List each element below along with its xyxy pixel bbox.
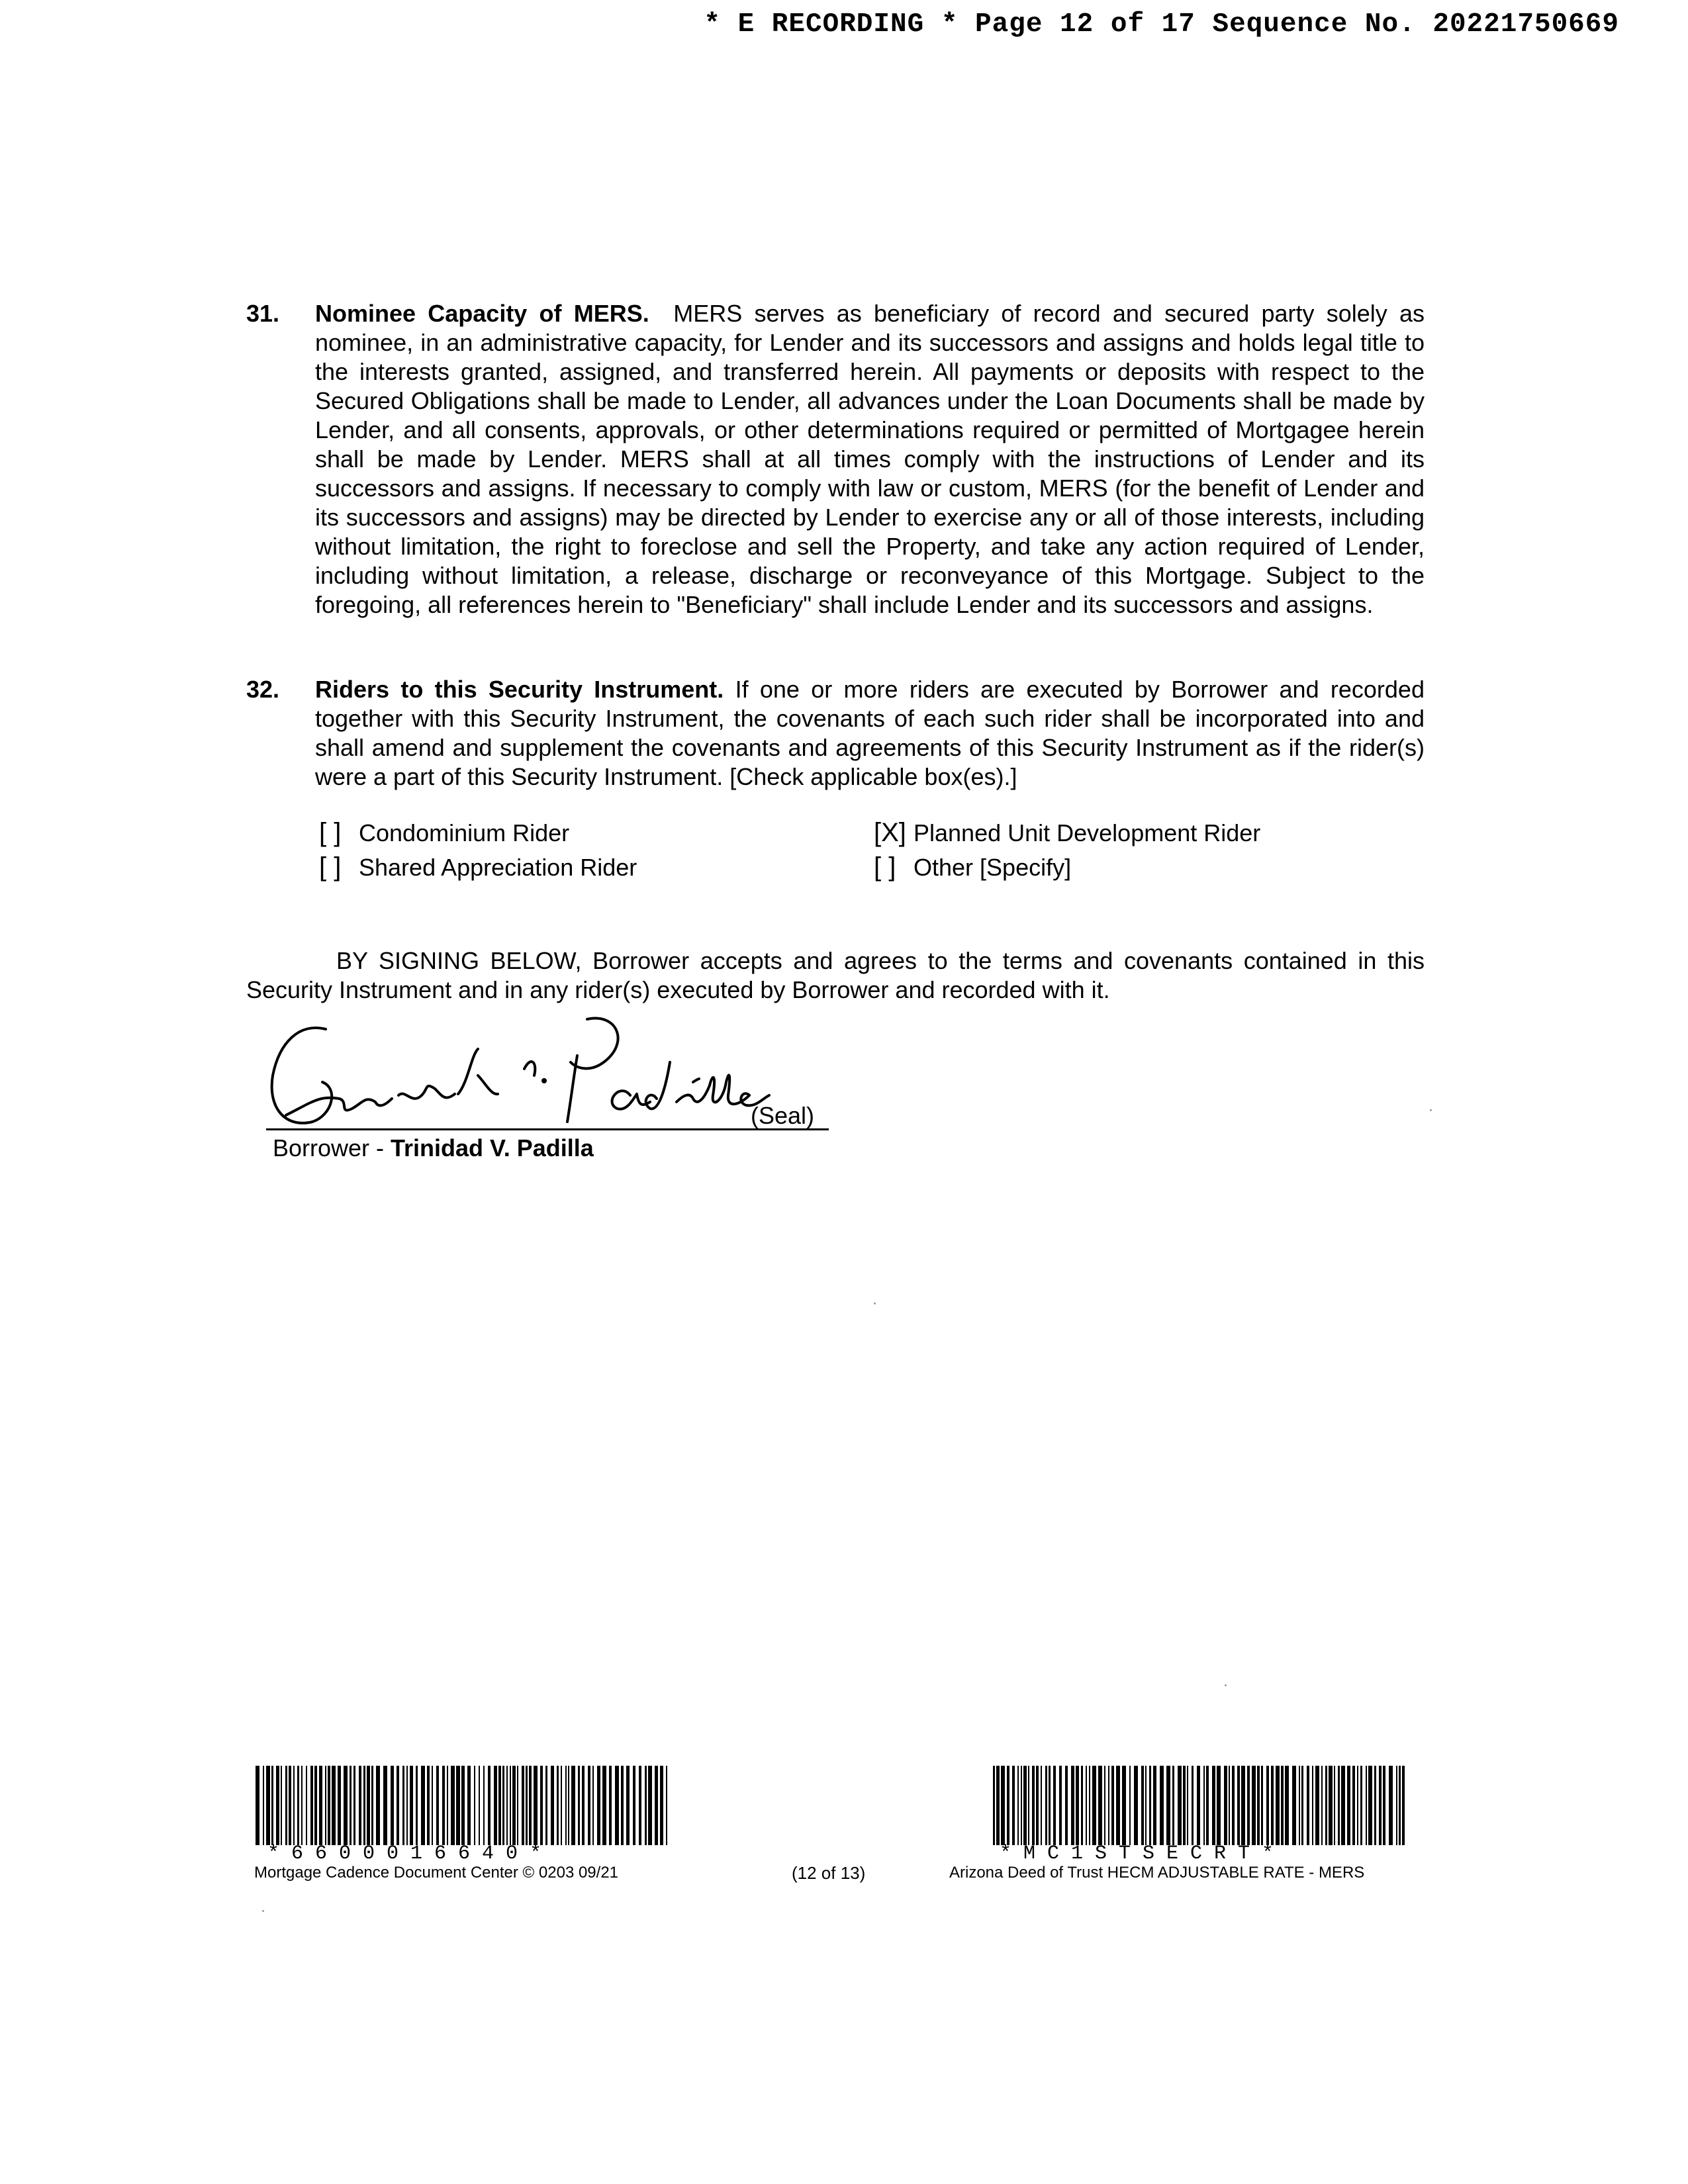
barcode-bar — [522, 1766, 524, 1845]
left-footer-caption: Mortgage Cadence Document Center © 0203 09/21 — [254, 1864, 619, 1882]
barcode-bar — [1089, 1766, 1090, 1845]
barcode-bar — [494, 1766, 497, 1845]
barcode-bar — [1071, 1766, 1074, 1845]
barcode-bar — [1017, 1766, 1019, 1845]
barcode-bar — [1312, 1766, 1313, 1845]
barcode-bar — [1028, 1766, 1029, 1845]
barcode-bar — [467, 1766, 471, 1845]
barcode-bar — [474, 1766, 475, 1845]
barcode-bar — [561, 1766, 562, 1845]
rider-checkbox: [ ] — [319, 818, 342, 847]
barcode-bar — [1172, 1766, 1174, 1845]
barcode-bar — [306, 1766, 307, 1845]
barcode-bar — [328, 1766, 330, 1845]
barcode-bar — [391, 1766, 394, 1845]
barcode-bar — [557, 1766, 559, 1845]
barcode-bar — [609, 1766, 612, 1845]
barcode-bar — [1396, 1766, 1397, 1845]
barcode-bar — [1281, 1766, 1284, 1845]
section-heading: Riders to this Security Instrument. — [315, 676, 724, 703]
barcode-bar — [517, 1766, 518, 1845]
barcode-bar — [1357, 1766, 1358, 1845]
barcode-bar — [996, 1766, 1000, 1845]
barcode-bar — [1059, 1766, 1062, 1845]
barcode-bar — [633, 1766, 635, 1845]
barcode-bar — [1160, 1766, 1164, 1845]
barcode-bar — [1217, 1766, 1221, 1845]
barcode-bar — [376, 1766, 380, 1845]
barcode-bar — [266, 1766, 270, 1845]
section-text — [315, 675, 1425, 792]
barcode-bar — [645, 1766, 647, 1845]
barcode-bar — [1104, 1766, 1105, 1845]
barcode-bar — [502, 1766, 504, 1845]
barcode-bar — [314, 1766, 317, 1845]
barcode-bar — [1338, 1766, 1340, 1845]
right-barcode — [993, 1766, 1406, 1845]
barcode-bar — [1352, 1766, 1355, 1845]
barcode-bar — [1301, 1766, 1303, 1845]
barcode-bar — [447, 1766, 448, 1845]
barcode-bar — [1212, 1766, 1215, 1845]
barcode-bar — [621, 1766, 624, 1845]
barcode-bar — [1111, 1766, 1114, 1845]
barcode-bar — [510, 1766, 511, 1845]
seal-label: (Seal) — [751, 1102, 815, 1129]
barcode-bar — [442, 1766, 445, 1845]
barcode-bar — [1036, 1766, 1039, 1845]
barcode-bar — [498, 1766, 501, 1845]
barcode-bar — [1081, 1766, 1083, 1845]
barcode-bar — [545, 1766, 547, 1845]
barcode-bar — [1299, 1766, 1300, 1845]
rider-checkbox: [X] — [874, 818, 906, 847]
barcode-bar — [1149, 1766, 1151, 1845]
barcode-bar — [529, 1766, 532, 1845]
section-body: MERS serves as beneficiary of record and secured party solely as nominee, in an administrative capacity, for Lender and its successors and assigns and holds legal title to the interests granted, assigned, and transferred herein. All payments or deposits with respect to the Secured Obligations shall be made to Lender, all advances under the Loan Documents shall be made by Lender, and all consents, approvals, or other determinations required or permitted of Mortgagee herein shall be made by Lender. MERS shall at all times comply with the instructions of Lender and its successors and assigns. If necessary to comply with law or custom, MERS (for the benefit of Lender and its successors and assigns) may be directed by Lender to exercise any or all of those interests, including without limitation, the right to foreclose and sell the Property, and take any action required of Lender, including without limitation, a release, discharge or reconveyance of this Mortgage. Subject to the foregoing, all references herein to "Beneficiary" shall include Lender and its successors and assigns. — [315, 300, 1425, 618]
barcode-bar — [1166, 1766, 1170, 1845]
barcode-bar — [271, 1766, 273, 1845]
barcode-bar — [626, 1766, 630, 1845]
section-heading: Nominee Capacity of MERS. — [315, 300, 649, 327]
barcode-bar — [285, 1766, 287, 1845]
barcode-bar — [1032, 1766, 1035, 1845]
barcode-bar — [1053, 1766, 1056, 1845]
barcode-bar — [1187, 1766, 1188, 1845]
right-footer-caption: Arizona Deed of Trust HECM ADJUSTABLE RATE - MERS — [949, 1864, 1365, 1882]
barcode-bar — [1021, 1766, 1022, 1845]
barcode-bar — [568, 1766, 569, 1845]
barcode-bar — [1206, 1766, 1209, 1845]
barcode-bar — [1252, 1766, 1256, 1845]
barcode-bar — [479, 1766, 480, 1845]
barcode-bar — [506, 1766, 508, 1845]
borrower-prefix: Borrower - — [273, 1134, 391, 1161]
barcode-bar — [332, 1766, 336, 1845]
barcode-bar — [592, 1766, 594, 1845]
barcode-bar — [402, 1766, 404, 1845]
barcode-bar — [540, 1766, 543, 1845]
barcode-bar — [1183, 1766, 1186, 1845]
barcode-bar — [1049, 1766, 1051, 1845]
rider-option-shared-appreciation — [319, 852, 637, 882]
barcode-bar — [1399, 1766, 1401, 1845]
recording-header: * E RECORDING * Page 12 of 17 Sequence No. 20221750669 — [704, 9, 1619, 40]
section-body: If one or more riders are executed by Borrower and recorded together with this Security Instrument, the covenants of each such rider shall be incorporated into and shall amend and supplement the covenants and agreements of this Security Instrument as if the rider(s) were a part of this Security Instrument. [Check applicable box(es).] — [315, 676, 1425, 790]
barcode-bar — [1315, 1766, 1319, 1845]
barcode-bar — [615, 1766, 619, 1845]
barcode-bar — [1347, 1766, 1350, 1845]
barcode-bar — [1307, 1766, 1309, 1845]
barcode-bar — [1108, 1766, 1109, 1845]
signing-statement: BY SIGNING BELOW, Borrower accepts and agrees to the terms and covenants contained in this Security Instrument and in any rider(s) executed by Borrower and recorded with it. — [246, 947, 1425, 1003]
barcode-bar — [639, 1766, 641, 1845]
barcode-bar — [319, 1766, 322, 1845]
barcode-bar — [597, 1766, 600, 1845]
barcode-bar — [383, 1766, 387, 1845]
barcode-bar — [648, 1766, 652, 1845]
section-text — [315, 299, 1425, 619]
barcode-bar — [1092, 1766, 1096, 1845]
rider-label: Shared Appreciation Rider — [359, 854, 637, 881]
scan-speck — [262, 1910, 264, 1912]
barcode-bar — [1325, 1766, 1327, 1845]
barcode-bar — [1379, 1766, 1382, 1845]
barcode-bar — [1203, 1766, 1205, 1845]
barcode-bar — [1341, 1766, 1345, 1845]
barcode-bar — [534, 1766, 538, 1845]
barcode-bar — [1224, 1766, 1227, 1845]
barcode-bar — [526, 1766, 528, 1845]
rider-label: Condominium Rider — [359, 819, 570, 846]
rider-option-condominium — [319, 818, 569, 848]
barcode-bar — [578, 1766, 580, 1845]
barcode-bar — [565, 1766, 567, 1845]
barcode-bar — [451, 1766, 455, 1845]
barcode-bar — [436, 1766, 439, 1845]
barcode-bar — [363, 1766, 365, 1845]
barcode-bar — [588, 1766, 590, 1845]
barcode-bar — [1237, 1766, 1240, 1845]
barcode-bar — [483, 1766, 485, 1845]
barcode-bar — [263, 1766, 264, 1845]
barcode-bar — [1374, 1766, 1376, 1845]
barcode-bar — [338, 1766, 341, 1845]
barcode-bar — [1383, 1766, 1385, 1845]
barcode-bar — [1247, 1766, 1250, 1845]
barcode-bar — [281, 1766, 282, 1845]
barcode-bar — [1178, 1766, 1182, 1845]
barcode-bar — [416, 1766, 418, 1845]
barcode-bar — [397, 1766, 399, 1845]
barcode-bar — [1141, 1766, 1144, 1845]
barcode-bar — [1041, 1766, 1042, 1845]
barcode-bar — [1232, 1766, 1235, 1845]
barcode-bar — [1098, 1766, 1102, 1845]
barcode-bar — [1023, 1766, 1027, 1845]
page-count: (12 of 13) — [792, 1863, 866, 1883]
barcode-bar — [256, 1766, 259, 1845]
barcode-bar — [1329, 1766, 1333, 1845]
barcode-bar — [1334, 1766, 1335, 1845]
section-number: 31. — [246, 300, 280, 327]
barcode-bar — [1076, 1766, 1079, 1845]
barcode-bar — [582, 1766, 585, 1845]
barcode-bar — [421, 1766, 425, 1845]
rider-label: Planned Unit Development Rider — [914, 819, 1261, 846]
barcode-bar — [367, 1766, 370, 1845]
barcode-bar — [1045, 1766, 1047, 1845]
barcode-bar — [666, 1766, 667, 1845]
barcode-bar — [1276, 1766, 1280, 1845]
barcode-bar — [993, 1766, 995, 1845]
rider-option-pud — [874, 818, 1260, 848]
barcode-bar — [344, 1766, 348, 1845]
barcode-bar — [1368, 1766, 1372, 1845]
barcode-bar — [1366, 1766, 1367, 1845]
barcode-bar — [1266, 1766, 1269, 1845]
barcode-bar — [371, 1766, 373, 1845]
barcode-bar — [1257, 1766, 1260, 1845]
barcode-bar — [1360, 1766, 1362, 1845]
rider-checkbox: [ ] — [319, 852, 342, 882]
signature-block — [246, 1016, 829, 1168]
section-number: 32. — [246, 676, 280, 703]
rider-option-other — [874, 852, 1071, 882]
barcode-bar — [1145, 1766, 1147, 1845]
barcode-bar — [410, 1766, 413, 1845]
barcode-bar — [1129, 1766, 1131, 1845]
borrower-name: Trinidad V. Padilla — [391, 1134, 594, 1161]
barcode-bar — [602, 1766, 606, 1845]
barcode-bar — [350, 1766, 352, 1845]
barcode-bar — [353, 1766, 355, 1845]
barcode-bar — [325, 1766, 326, 1845]
barcode-bar — [1292, 1766, 1296, 1845]
barcode-bar — [276, 1766, 279, 1845]
barcode-bar — [655, 1766, 658, 1845]
barcode-bar — [512, 1766, 516, 1845]
left-barcode-text: *6600016640* — [267, 1843, 554, 1865]
barcode-bar — [1271, 1766, 1274, 1845]
barcode-bar — [1086, 1766, 1087, 1845]
right-barcode-text: *MC1STSECRT* — [1000, 1843, 1286, 1865]
barcode-bar — [1192, 1766, 1194, 1845]
barcode-bar — [289, 1766, 291, 1845]
scan-speck — [1225, 1684, 1227, 1686]
barcode-bar — [571, 1766, 575, 1845]
barcode-bar — [1122, 1766, 1126, 1845]
barcode-bar — [1134, 1766, 1138, 1845]
left-barcode — [256, 1766, 667, 1845]
barcode-bar — [427, 1766, 430, 1845]
barcode-bar — [293, 1766, 295, 1845]
barcode-bar — [1012, 1766, 1015, 1845]
barcode-bar — [1001, 1766, 1005, 1845]
barcode-bar — [406, 1766, 408, 1845]
barcode-bar — [359, 1766, 361, 1845]
rider-label: Other [Specify] — [914, 854, 1072, 881]
barcode-bar — [1007, 1766, 1009, 1845]
barcode-bar — [1197, 1766, 1200, 1845]
barcode-bar — [1285, 1766, 1289, 1845]
barcode-bar — [551, 1766, 554, 1845]
barcode-bar — [1261, 1766, 1263, 1845]
barcode-bar — [310, 1766, 313, 1845]
barcode-bar — [488, 1766, 491, 1845]
barcode-bar — [297, 1766, 299, 1845]
barcode-bar — [432, 1766, 433, 1845]
handwritten-signature — [259, 1016, 776, 1135]
scan-speck — [1430, 1109, 1432, 1111]
barcode-bar — [1065, 1766, 1068, 1845]
barcode-bar — [456, 1766, 460, 1845]
barcode-bar — [1389, 1766, 1393, 1845]
scan-speck — [874, 1302, 876, 1304]
barcode-bar — [1321, 1766, 1323, 1845]
barcode-bar — [660, 1766, 663, 1845]
barcode-bar — [461, 1766, 465, 1845]
signature-line — [266, 1128, 829, 1130]
borrower-name-line — [273, 1134, 594, 1163]
barcode-bar — [301, 1766, 303, 1845]
barcode-bar — [1241, 1766, 1245, 1845]
rider-checkbox: [ ] — [874, 852, 896, 882]
barcode-bar — [1116, 1766, 1120, 1845]
barcode-bar — [1402, 1766, 1405, 1845]
barcode-bar — [1229, 1766, 1230, 1845]
barcode-bar — [1153, 1766, 1156, 1845]
